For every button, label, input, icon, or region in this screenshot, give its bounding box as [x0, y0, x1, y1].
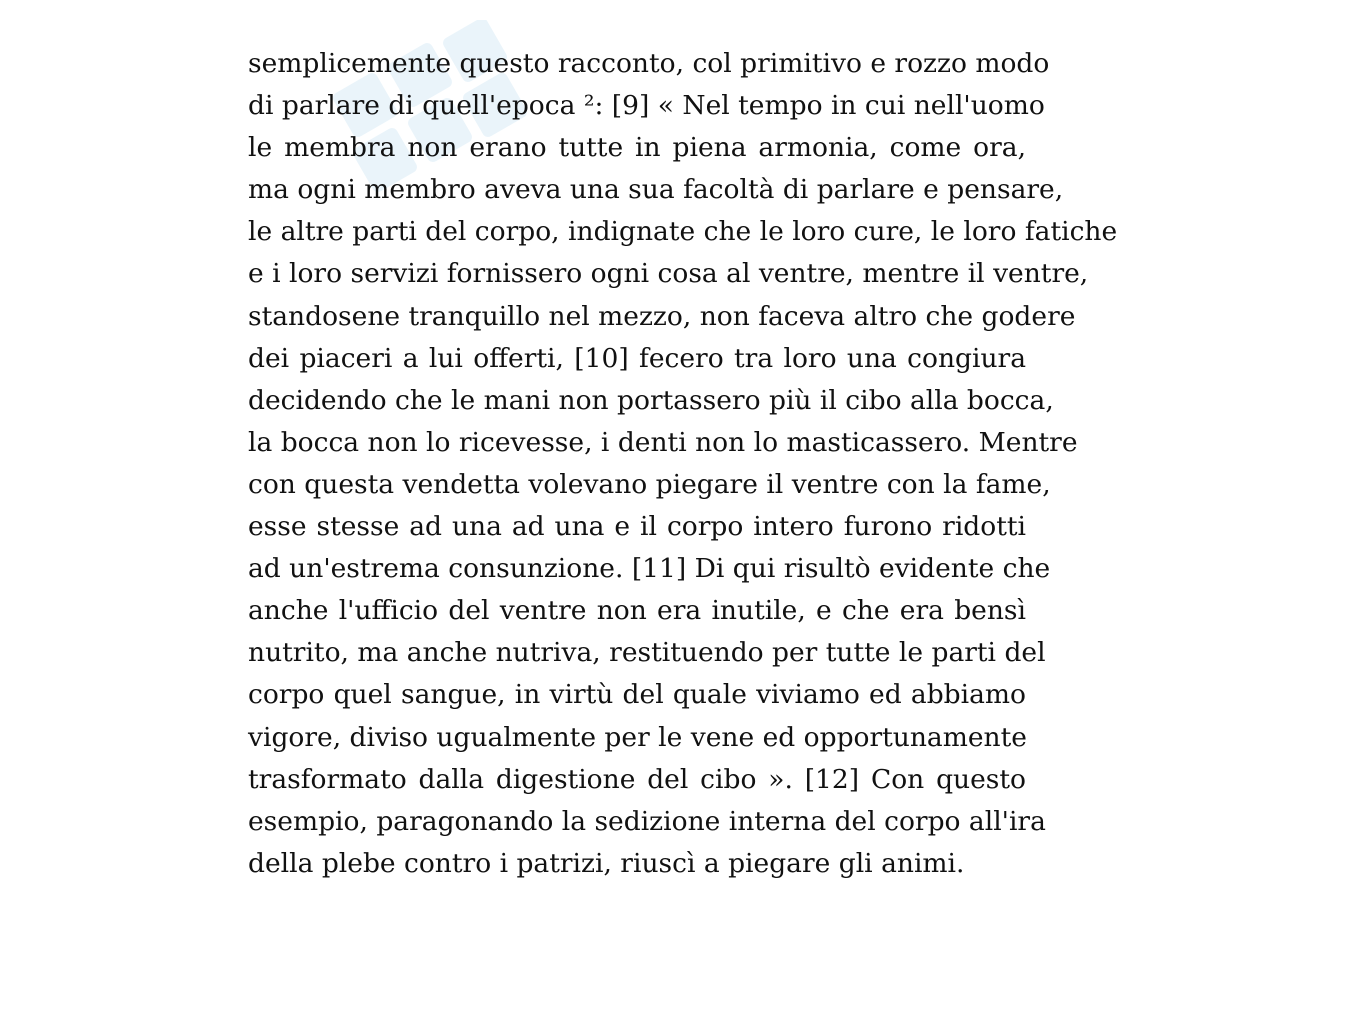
text-line: esse stesse ad una ad una e il corpo intero furono ridotti [248, 511, 1026, 543]
text-line: le membra non erano tutte in piena armonia, come ora, [248, 132, 1026, 164]
text-line: ad un'estrema consunzione. [11] Di qui risultò evidente che [248, 553, 1051, 585]
text-line: della plebe contro i patrizi, riuscì a piegare gli animi. [248, 847, 965, 879]
document-body [248, 43, 1118, 885]
text-line: nutrito, ma anche nutriva, restituendo per tutte le parti del [248, 637, 1046, 669]
text-line: anche l'ufficio del ventre non era inutile, e che era bensì [248, 595, 1026, 627]
text-line: ma ogni membro aveva una sua facoltà di parlare e pensare, [248, 174, 1064, 206]
text-line: di parlare di quell'epoca ²: [9] « Nel tempo in cui nell'uomo [248, 90, 1045, 122]
text-line: corpo quel sangue, in virtù del quale viviamo ed abbiamo [248, 679, 1026, 711]
text-line: dei piaceri a lui offerti, [10] fecero tra loro una congiura [248, 342, 1026, 374]
text-line: con questa vendetta volevano piegare il ventre con la fame, [248, 468, 1051, 500]
text-line: semplicemente questo racconto, col primitivo e rozzo modo [248, 48, 1050, 79]
text-line: trasformato dalla digestione del cibo ». [12] Con questo [248, 763, 1026, 795]
text-line: standosene tranquillo nel mezzo, non faceva altro che godere [248, 300, 1076, 332]
text-line: decidendo che le mani non portassero più il cibo alla bocca, [248, 384, 1054, 416]
text-line: la bocca non lo ricevesse, i denti non lo masticassero. Mentre [248, 426, 1078, 458]
text-line: e i loro servizi fornissero ogni cosa al ventre, mentre il ventre, [248, 258, 1089, 290]
text-line: vigore, diviso ugualmente per le vene ed opportunamente [248, 721, 1027, 753]
text-line: le altre parti del corpo, indignate che le loro cure, le loro fatiche [248, 216, 1118, 248]
text-line: esempio, paragonando la sedizione interna del corpo all'ira [248, 805, 1046, 837]
